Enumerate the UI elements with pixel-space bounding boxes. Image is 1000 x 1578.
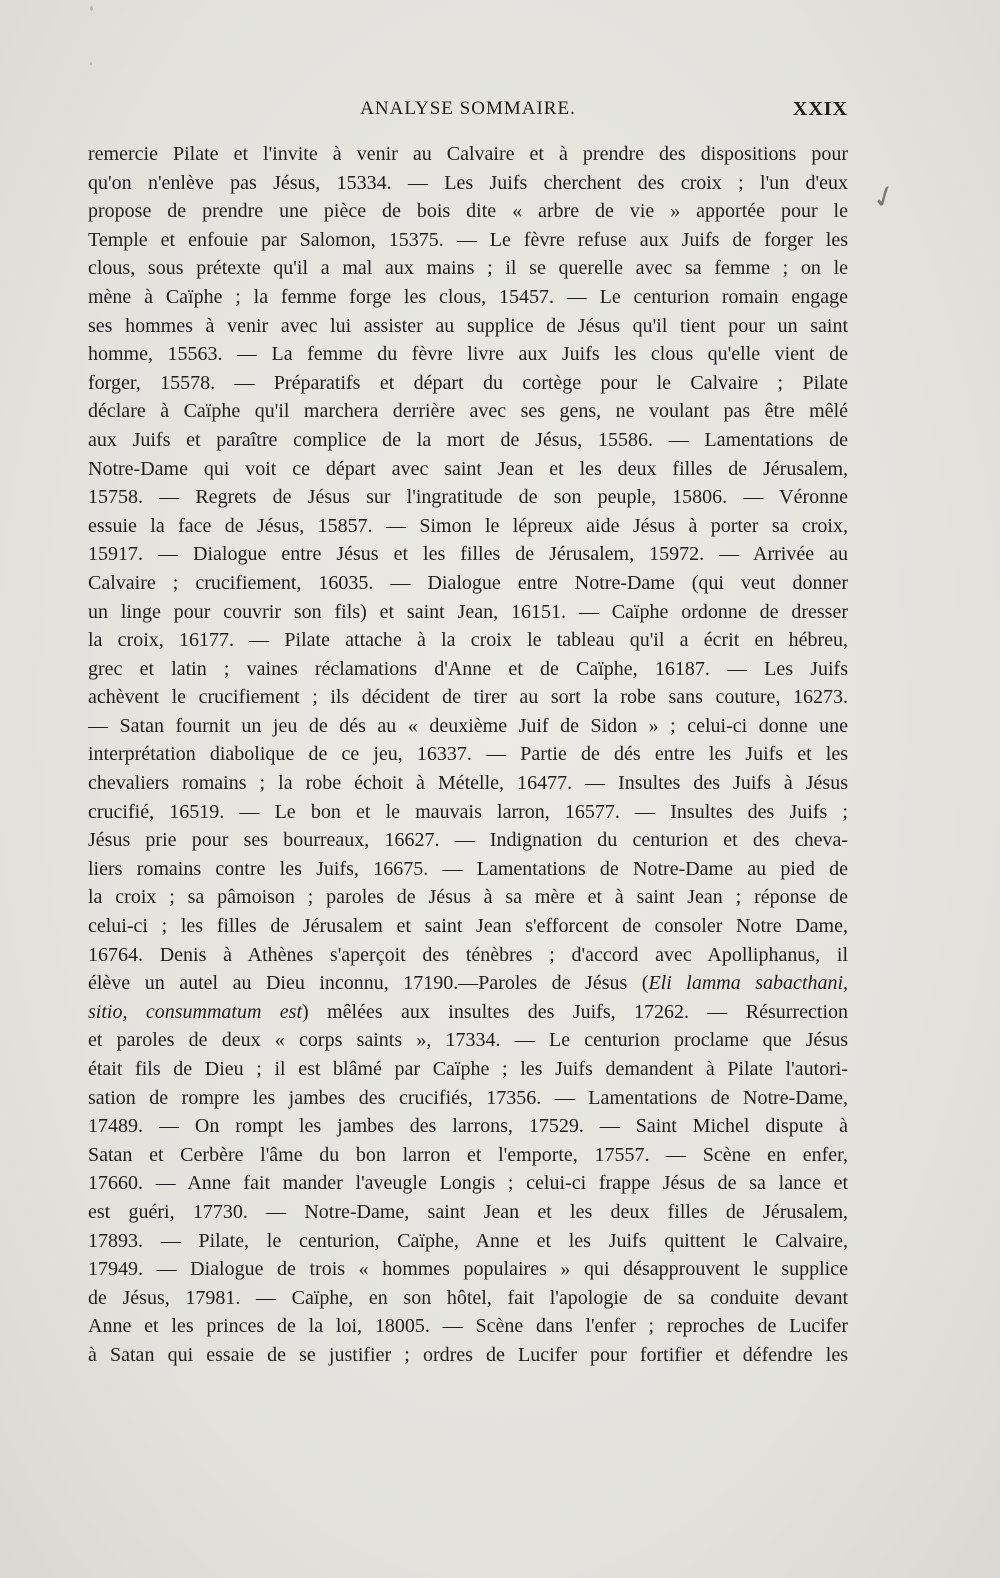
text-line: 16764. Denis à Athènes s'aperçoit des ténèbres ; d'accord avec Apolliphanus, il bbox=[88, 943, 848, 966]
text-line: aux Juifs et paraître complice de la mort de Jésus, 15586. — Lamentations de bbox=[88, 428, 848, 451]
paper-speck bbox=[90, 62, 92, 65]
text-line: de Jésus, 17981. — Caïphe, en son hôtel, fait l'apologie de sa conduite devant bbox=[88, 1286, 848, 1309]
text-line: ses hommes à venir avec lui assister au supplice de Jésus qu'il tient pour un saint bbox=[88, 314, 848, 337]
text-line: 15917. — Dialogue entre Jésus et les filles de Jérusalem, 15972. — Arrivée au bbox=[88, 543, 848, 566]
text-line: 17893. — Pilate, le centurion, Caïphe, Anne et les Juifs quittent le Calvaire, bbox=[88, 1229, 848, 1252]
text-line: qu'on n'enlève pas Jésus, 15334. — Les Juifs cherchent des croix ; l'un d'eux bbox=[88, 171, 848, 194]
text-line: à Satan qui essaie de se justifier ; ordres de Lucifer pour fortifier et défendre les bbox=[88, 1343, 848, 1366]
pencil-check-mark-icon: ✓ bbox=[866, 176, 903, 219]
text-line: Notre-Dame qui voit ce départ avec saint Jean et les deux filles de Jérusalem, bbox=[88, 457, 848, 480]
text-line: sation de rompre les jambes des crucifiés, 17356. — Lamentations de Notre-Dame, bbox=[88, 1086, 848, 1109]
text-line: liers romains contre les Juifs, 16675. — Lamentations de Notre-Dame au pied de bbox=[88, 857, 848, 880]
text-line: Calvaire ; crucifiement, 16035. — Dialogue entre Notre-Dame (qui veut donner bbox=[88, 571, 848, 594]
text-line: 15758. — Regrets de Jésus sur l'ingratitude de son peuple, 15806. — Véronne bbox=[88, 486, 848, 509]
text-line: 17949. — Dialogue de trois « hommes populaires » qui désapprouvent le supplice bbox=[88, 1258, 848, 1281]
page-number: XXIX bbox=[792, 98, 848, 120]
latin-quote: Eli lamma sabacthani, bbox=[648, 972, 848, 995]
text-line: celui-ci ; les filles de Jérusalem et saint Jean s'efforcent de consoler Notre Dame, bbox=[88, 915, 848, 938]
text-line: chevaliers romains ; la robe échoit à Mételle, 16477. — Insultes des Juifs à Jésus bbox=[88, 772, 848, 795]
page-header bbox=[88, 98, 848, 128]
text-line: 17660. — Anne fait mander l'aveugle Longis ; celui-ci frappe Jésus de sa lance et bbox=[88, 1172, 848, 1195]
text-line: crucifié, 16519. — Le bon et le mauvais larron, 16577. — Insultes des Juifs ; bbox=[88, 800, 848, 823]
text-line: 17489. — On rompt les jambes des larrons, 17529. — Saint Michel dispute à bbox=[88, 1115, 848, 1138]
text-line: Satan et Cerbère l'âme du bon larron et l'emporte, 17557. — Scène en enfer, bbox=[88, 1143, 848, 1166]
text-line: est guéri, 17730. — Notre-Dame, saint Jean et les deux filles de Jérusalem, bbox=[88, 1200, 848, 1223]
latin-quote: sitio, consummatum est bbox=[88, 1000, 303, 1023]
text-line: sitio, consummatum est) mêlées aux insultes des Juifs, 17262. — Résurrection bbox=[88, 1000, 848, 1023]
text-line: remercie Pilate et l'invite à venir au Calvaire et à prendre des dispositions pour bbox=[88, 143, 848, 165]
text-line: grec et latin ; vaines réclamations d'Anne et de Caïphe, 16187. — Les Juifs bbox=[88, 657, 848, 680]
text-line: mène à Caïphe ; la femme forge les clous, 15457. — Le centurion romain engage bbox=[88, 285, 848, 308]
text-line: déclare à Caïphe qu'il marchera derrière avec ses gens, ne voulant pas être mêlé bbox=[88, 400, 848, 423]
text-line: la croix, 16177. — Pilate attache à la croix le tableau qu'il a écrit en hébreu, bbox=[88, 629, 848, 652]
text-line: un linge pour couvrir son fils) et saint Jean, 16151. — Caïphe ordonne de dresser bbox=[88, 600, 848, 623]
text-line: élève un autel au Dieu inconnu, 17190.—Paroles de Jésus (Eli lamma sabacthani, bbox=[88, 972, 848, 995]
text-line: interprétation diabolique de ce jeu, 16337. — Partie de dés entre les Juifs et les bbox=[88, 743, 848, 766]
text-line: clous, sous prétexte qu'il a mal aux mains ; il se querelle avec sa femme ; on le bbox=[88, 257, 848, 280]
text-line: la croix ; sa pâmoison ; paroles de Jésus à sa mère et à saint Jean ; réponse de bbox=[88, 886, 848, 909]
text-line: — Satan fournit un jeu de dés au « deuxième Juif de Sidon » ; celui-ci donne une bbox=[88, 714, 848, 737]
summary-text-block bbox=[88, 140, 848, 1370]
text-line: et paroles de deux « corps saints », 17334. — Le centurion proclame que Jésus bbox=[88, 1029, 848, 1052]
text-line: propose de prendre une pièce de bois dite « arbre de vie » apportée pour le bbox=[88, 200, 848, 223]
text-line: homme, 15563. — La femme du fèvre livre aux Juifs les clous qu'elle vient de bbox=[88, 343, 848, 366]
text-line: essuie la face de Jésus, 15857. — Simon le lépreux aide Jésus à porter sa croix, bbox=[88, 514, 848, 537]
text-line: Temple et enfouie par Salomon, 15375. — Le fèvre refuse aux Juifs de forger les bbox=[88, 228, 848, 251]
text-line: achèvent le crucifiement ; ils décident de tirer au sort la robe sans couture, 16273. bbox=[88, 686, 848, 709]
text-line: Jésus prie pour ses bourreaux, 16627. — Indignation du centurion et des cheva- bbox=[88, 829, 848, 852]
running-title: ANALYSE SOMMAIRE. bbox=[360, 98, 576, 119]
text-line: forger, 15578. — Préparatifs et départ du cortège pour le Calvaire ; Pilate bbox=[88, 371, 848, 394]
paper-speck bbox=[90, 6, 93, 11]
text-line: Anne et les princes de la loi, 18005. — Scène dans l'enfer ; reproches de Lucifer bbox=[88, 1315, 848, 1338]
text-line: était fils de Dieu ; il est blâmé par Caïphe ; les Juifs demandent à Pilate l'autori- bbox=[88, 1058, 848, 1080]
